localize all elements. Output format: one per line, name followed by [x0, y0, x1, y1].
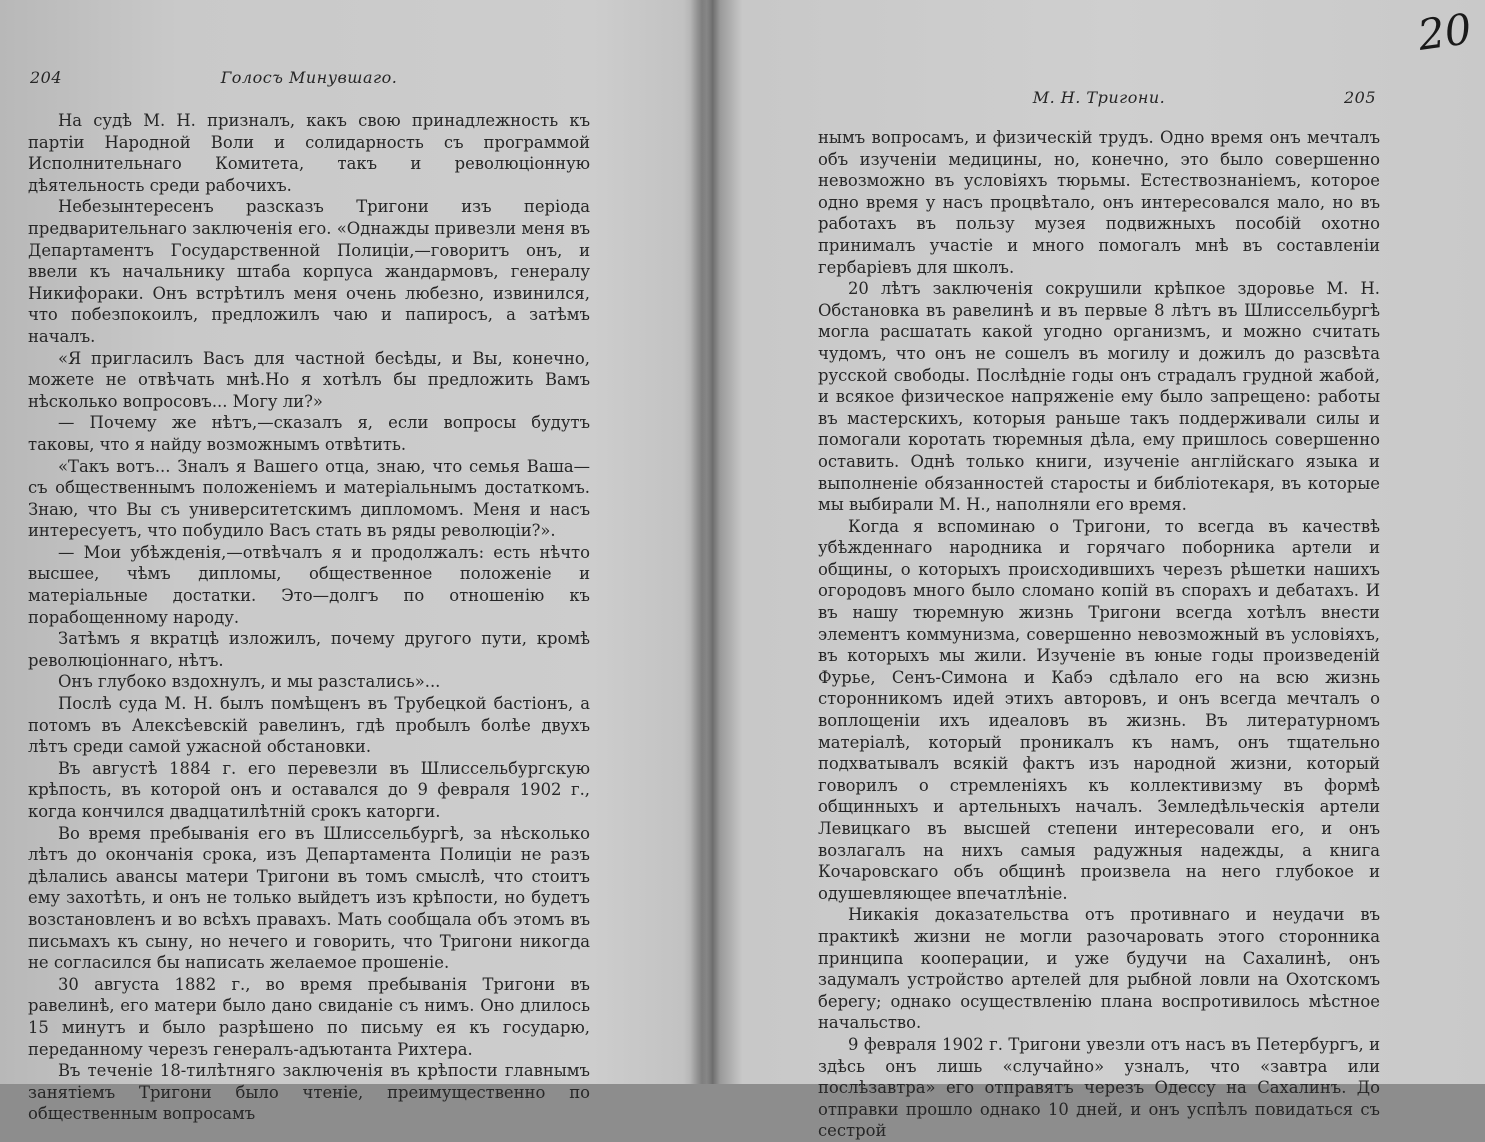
paragraph: 9 февраля 1902 г. Тригони увезли отъ насъ въ Петербургъ, и здѣсь онъ лишь «случайно» узналъ, что «завтра или послѣзавтра» его отправятъ черезъ Одессу на Сахалинъ. До отправки прошло однако 10 дней, и онъ успѣлъ повидаться съ сестрой — [818, 1034, 1380, 1141]
paragraph: — Мои убѣжденія,—отвѣчалъ я и продолжалъ: есть нѣчто высшее, чѣмъ дипломы, общественное положеніе и матеріальные достатки. Это—долгъ по отношенію къ порабощенному народу. — [28, 542, 590, 627]
archive-page-mark: 20 — [1414, 3, 1475, 60]
right-page-number: 205 — [1343, 88, 1376, 107]
paragraph: — Почему же нѣтъ,—сказалъ я, если вопросы будутъ таковы, что я найду возможнымъ отвѣтить. — [28, 413, 590, 454]
paragraph: Когда я вспоминаю о Тригони, то всегда въ качествѣ убѣжденнаго народника и горячаго поборника артели и общины, о которыхъ происходившихъ черезъ рѣшетки нашихъ огородовъ много было сломано копій въ спорахъ и дебатахъ. И въ нашу тюремную жизнь Тригони всегда хотѣлъ внести элементъ коммунизма, совершенно невозможный въ условіяхъ, въ которыхъ мы жили. Изученіе въ юные годы произведеній Фурье, Сенъ-Симона и Кабэ сдѣлало его на всю жизнь сторонникомъ идей этихъ авторовъ, и онъ всегда мечталъ о воплощеніи ихъ идеаловъ въ жизнь. Въ литературномъ матеріалѣ, который проникалъ къ намъ, онъ тщательно подхватывалъ всякій фактъ изъ народной жизни, который говорилъ о стремленіяхъ къ коллективизму въ формѣ общинныхъ и артельныхъ началъ. Земледѣльческія артели Левицкаго въ высшей степени интересовали его, и онъ возлагалъ на нихъ самыя радужныя надежды, а книга Кочаровскаго объ общинѣ произвела на него глубокое и одушевляющее впечатлѣніе. — [818, 516, 1380, 903]
right-body-text — [818, 127, 1380, 1142]
left-running-head — [28, 68, 590, 92]
paragraph: 30 августа 1882 г., во время пребыванія Тригони въ равелинѣ, его матери было дано свиданіе съ нимъ. Оно длилось 15 минутъ и было разрѣшено по письму ея къ государю, переданному черезъ генералъ-адъютанта Рихтера. — [28, 974, 590, 1059]
right-running-head — [818, 88, 1380, 112]
paragraph: «Такъ вотъ... Зналъ я Вашего отца, знаю, что семья Ваша— съ общественнымъ положеніемъ и матеріальнымъ достаткомъ. Знаю, что Вы съ университетскимъ дипломомъ. Меня и насъ интересуетъ, что побудило Васъ стать въ ряды революціи?». — [28, 456, 590, 541]
left-body-text — [28, 110, 590, 1125]
paragraph: 20 лѣтъ заключенія сокрушили крѣпкое здоровье М. Н. Обстановка въ равелинѣ и въ первые 8 лѣтъ въ Шлиссельбургѣ могла расшатать какой угодно организмъ, и можно считать чудомъ, что онъ не сошелъ въ могилу и дожилъ до разсвѣта русской свободы. Послѣдніе годы онъ страдалъ грудной жабой, и всякое физическое напряженіе ему было запрещено: работы въ мастерскихъ, которыя раньше такъ поддерживали силы и помогали коротать тюремныя дѣла, ему пришлось совершенно оставить. Однѣ только книги, изученіе англійскаго языка и выполненіе обязанностей старосты и библіотекаря, въ которые мы выбирали М. Н., наполняли его время. — [818, 279, 1380, 515]
paragraph: «Я пригласилъ Васъ для частной бесѣды, и Вы, конечно, можете не отвѣчать мнѣ.Но я хотѣлъ бы предложить Вамъ нѣсколько вопросовъ... Могу ли?» — [28, 348, 590, 411]
paragraph: На судѣ М. Н. призналъ, какъ свою принадлежность къ партіи Народной Воли и солидарность съ программой Исполнительнаго Комитета, такъ и революціонную дѣятельность среди рабочихъ. — [28, 111, 590, 195]
left-running-title: Голосъ Минувшаго. — [220, 68, 398, 87]
paragraph: Никакія доказательства отъ противнаго и неудачи въ практикѣ жизни не могли разочаровать этого сторонника принципа кооперации, и уже будучи на Сахалинѣ, онъ задумалъ устройство артелей для рыбной ловли на Охотскомъ берегу; однако осуществленію плана воспротивилось мѣстное начальство. — [818, 905, 1380, 1033]
right-running-title: М. Н. Тригони. — [1032, 88, 1166, 107]
paragraph: Въ теченіе 18-тилѣтняго заключенія въ крѣпости главнымъ занятіемъ Тригони было чтеніе, преимущественно по общественным вопросамъ — [28, 1061, 590, 1124]
left-page-number: 204 — [30, 68, 63, 87]
book-gutter — [690, 0, 714, 1084]
paragraph: Затѣмъ я вкратцѣ изложилъ, почему другого пути, кромѣ революціоннаго, нѣтъ. — [28, 629, 590, 670]
paragraph: Онъ глубоко вздохнулъ, и мы разстались»... — [58, 672, 441, 692]
paragraph: нымъ вопросамъ, и физическій трудъ. Одно время онъ мечталъ объ изученіи медицины, но, конечно, это было совершенно невозможно въ условіяхъ тюрьмы. Естествознаніемъ, которое одно время у насъ процвѣтало, онъ интересовался мало, но въ работахъ въ пользу музея подвижныхъ пособій охотно принималъ участіе и много помогалъ мнѣ въ составленіи гербаріевъ для школъ. — [818, 128, 1380, 277]
paragraph: Послѣ суда М. Н. былъ помѣщенъ въ Трубецкой бастіонъ, а потомъ въ Алексѣевскій равелинъ, гдѣ пробылъ болѣе двухъ лѣтъ среди самой ужасной обстановки. — [28, 694, 590, 757]
paragraph: Въ августѣ 1884 г. его перевезли въ Шлиссельбургскую крѣпость, въ которой онъ и оставался до 9 февраля 1902 г., когда кончился двадцатилѣтній срокъ каторги. — [28, 758, 590, 821]
paragraph: Небезынтересенъ разсказъ Тригони изъ періода предварительнаго заключенія его. «Однажды привезли меня въ Департаментъ Государственной Полиціи,—говоритъ онъ, и ввели къ начальнику штаба корпуса жандармовъ, генералу Никифораки. Онъ встрѣтилъ меня очень любезно, извинился, что побезпокоилъ, предложилъ чаю и папиросъ, а затѣмъ началъ. — [28, 197, 590, 346]
paragraph: Во время пребыванія его въ Шлиссельбургѣ, за нѣсколько лѣтъ до окончанія срока, изъ Департамента Полиціи не разъ дѣлались авансы матери Тригони въ томъ смыслѣ, что стоитъ ему захотѣть, и онъ не только выйдетъ изъ крѣпости, но будетъ возстановленъ и во всѣхъ правахъ. Мать сообщала объ этомъ въ письмахъ къ сыну, но нечего и говорить, что Тригони никогда не согласился бы написать желаемое прошеніе. — [28, 823, 590, 973]
